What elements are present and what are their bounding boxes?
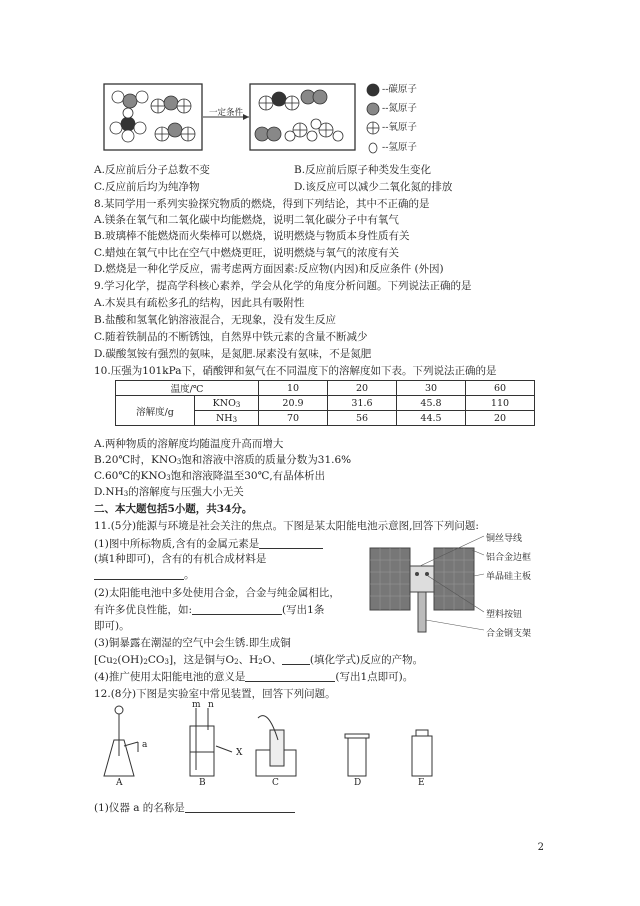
q11-part1c: 。: [94, 568, 195, 582]
temp-cell: 60: [466, 381, 535, 396]
apparatus-c: C: [272, 778, 279, 788]
label-x: X: [236, 748, 243, 758]
q7-option-d: D.该反应可以减少二氧化氮的排放: [294, 181, 453, 193]
table-cell: 20.9: [259, 396, 328, 411]
table-cell: 20: [466, 411, 535, 426]
temp-cell: 20: [328, 381, 397, 396]
q8-option-a: A.镁条在氧气和二氧化碳中均能燃烧，说明二氧化碳分子中有氧气: [94, 214, 399, 226]
answer-blank[interactable]: [259, 537, 323, 549]
q11-part2a: (2)太阳能电池中多处使用合金，合金与纯金属相比，: [94, 587, 340, 599]
q7-option-c: C.反应前后均为纯净物: [94, 181, 200, 193]
q12-stem: 12.(8分)下图是实验室中常见装置，回答下列问题。: [94, 688, 336, 700]
label-m: m: [192, 700, 201, 710]
q9-option-a: A.木炭具有疏松多孔的结构，因此具有吸附性: [94, 297, 305, 309]
apparatus-e: E: [418, 778, 425, 788]
q11-stem: 11.(5分)能源与环境是社会关注的焦点。下图是某太阳能电池示意图,回答下列问题:: [94, 520, 479, 532]
answer-blank[interactable]: [282, 653, 310, 665]
table-cell: 44.5: [397, 411, 466, 426]
q10-option-c: C.60℃的KNO3饱和溶液降温至30℃,有晶体析出: [94, 470, 326, 482]
q10-option-d: D.NH3的溶解度与压强大小无关: [94, 486, 244, 498]
q10-option-a: A.两种物质的溶解度均随温度升高而增大: [94, 438, 284, 450]
q7-option-a: A.反应前后分子总数不变: [94, 164, 210, 176]
substance-nh3: NH3: [195, 411, 259, 426]
table-cell: 70: [259, 411, 328, 426]
temp-header: 温度/℃: [116, 381, 259, 396]
page-number: 2: [537, 842, 544, 853]
substance-kno3: KNO3: [195, 396, 259, 411]
q10-stem: 10.压强为101kPa下，硝酸钾和氨气在不同温度下的溶解度如下表。下列说法正确的是: [94, 365, 497, 377]
answer-blank[interactable]: [245, 670, 335, 682]
q9-option-c: C.随着铁制品的不断锈蚀，自然界中铁元素的含量不断减少: [94, 331, 368, 343]
apparatus-a: A: [116, 778, 123, 788]
temp-cell: 30: [397, 381, 466, 396]
molecule-diagram: [0, 0, 640, 170]
section-2-title: 二、本大题包括5小题，共34分。: [94, 503, 253, 515]
q8-stem: 8.某同学用一系列实验探究物质的燃烧，得到下列结论，其中不正确的是: [94, 198, 430, 210]
label-silicon-board: 单晶硅主板: [486, 572, 532, 582]
q10-option-b: B.20℃时，KNO3饱和溶液中溶质的质量分数为31.6%: [94, 454, 352, 466]
q12-part1: (1)仪器 a 的名称是: [94, 801, 295, 815]
legend-nitrogen: --氮原子: [382, 103, 417, 114]
label-steel-bracket: 合金钢支架: [486, 629, 532, 639]
q11-part3b: [Cu2(OH)2CO3]，这是铜与O2、H2O、 (填化学式)反应的产物。: [94, 654, 424, 666]
table-cell: 45.8: [397, 396, 466, 411]
arrow-label: 一定条件: [209, 108, 244, 118]
answer-blank[interactable]: [185, 801, 295, 813]
answer-blank[interactable]: [192, 603, 282, 615]
q9-option-d: D.碳酸氢铵有强烈的氨味，是氮肥.尿素没有氨味，不是氮肥: [94, 348, 372, 360]
q11-part2b: 有许多优良性能，如: (写出1条: [94, 604, 325, 616]
q8-option-b: B.玻璃棒不能燃烧而火柴棒可以燃烧，说明燃烧与物质本身性质有关: [94, 230, 410, 242]
temp-cell: 10: [259, 381, 328, 396]
q8-option-d: D.燃烧是一种化学反应，需考虑两方面因素:反应物(内因)和反应条件 (外因): [94, 263, 444, 275]
apparatus-d: D: [354, 778, 362, 788]
legend-carbon: --碳原子: [382, 84, 417, 95]
q7-option-b: B.反应前后原子种类发生变化: [294, 164, 432, 176]
table-cell: 56: [328, 411, 397, 426]
q8-option-c: C.蜡烛在氧气中比在空气中燃烧更旺，说明燃烧与氧气的浓度有关: [94, 247, 399, 259]
table-cell: 110: [466, 396, 535, 411]
legend-hydrogen: --氢原子: [382, 142, 417, 153]
q11-part2d: 即可)。: [94, 620, 130, 632]
label-copper-wire: 铜丝导线: [486, 534, 523, 544]
label-a: a: [142, 740, 148, 750]
q11-part1a: (1)图中所标物质,含有的金属元素是: [94, 537, 323, 551]
solubility-table: [115, 380, 535, 426]
solubility-label: 溶解度/g: [116, 396, 195, 426]
q11-part4: (4)推广使用太阳能电池的意义是 (写出1点即可)。: [94, 671, 414, 683]
label-aluminum-frame: 铝合金边框: [486, 553, 532, 563]
q11-part3a: (3)铜暴露在潮湿的空气中会生锈.即生成铜: [94, 637, 291, 649]
q9-stem: 9.学习化学，提高学科核心素养，学会从化学的角度分析问题。下列说法正确的是: [94, 280, 472, 292]
table-cell: 31.6: [328, 396, 397, 411]
label-plastic-button: 塑料按钮: [486, 610, 523, 620]
answer-blank[interactable]: [94, 568, 184, 580]
apparatus-b: B: [199, 778, 206, 788]
label-n: n: [208, 700, 214, 710]
legend-oxygen: --氧原子: [382, 122, 417, 133]
q11-part1b: (填1种即可)，含有的有机合成材料是: [94, 553, 267, 565]
q9-option-b: B.盐酸和氢氧化钠溶液混合，无现象，没有发生反应: [94, 314, 337, 326]
